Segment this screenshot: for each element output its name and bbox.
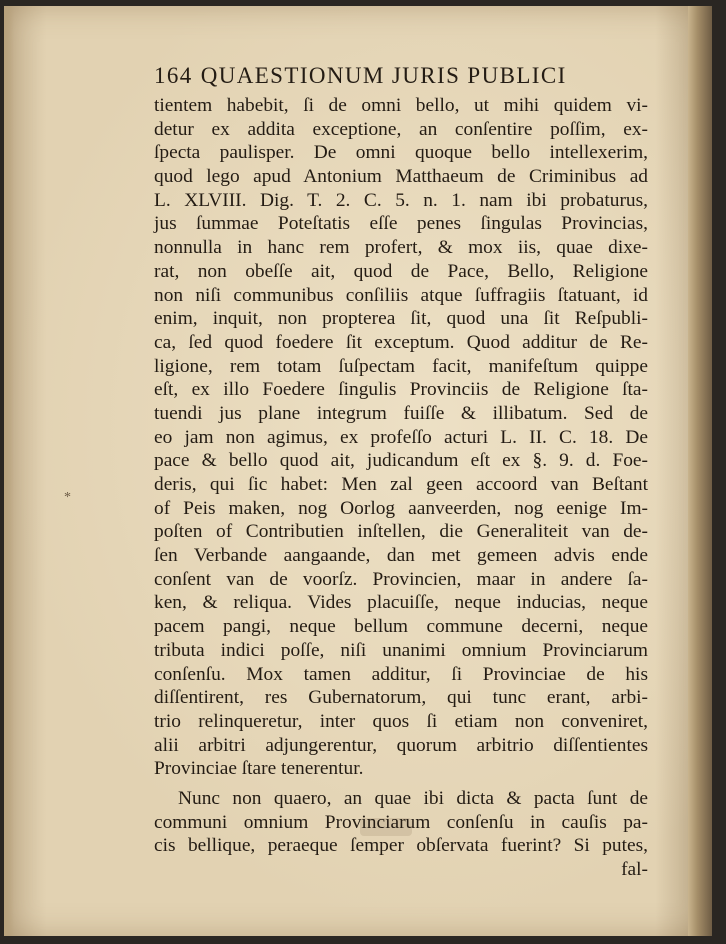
- text-line: enim, inquit, non propterea ſit, quod una ſit Reſpubli-: [154, 308, 648, 330]
- text-line: Provinciae ſtare tenerentur.: [154, 758, 364, 780]
- text-line: nonnulla in hanc rem profert, & mox iis, quae dixe-: [154, 237, 648, 259]
- text-line: tuendi jus plane integrum fuiſſe & illibatum. Sed de: [154, 402, 648, 424]
- text-line: rat, non obeſſe ait, quod de Pace, Bello, Religione: [154, 260, 648, 282]
- text-line: ca, ſed quod foedere ſit exceptum. Quod additur de Re-: [154, 331, 648, 353]
- text-line: non niſi communibus conſiliis atque ſuffragiis ſtatuant, id: [154, 284, 648, 306]
- text-line: quod lego apud Antonium Matthaeum de Criminibus ad: [154, 166, 648, 188]
- text-line: conſenſu. Mox tamen additur, ſi Provinciae de his: [154, 663, 648, 685]
- text-line: tributa indici poſſe, niſi unanimi omnium Provinciarum: [154, 639, 648, 661]
- text-line: deris, qui ſic habet: Men zal geen accoord van Beſtant: [154, 474, 648, 495]
- text-line: eo jam non agimus, ex profeſſo acturi L. II. C. 18. De: [154, 426, 648, 448]
- text-line: pace & bello quod ait, judicandum eſt ex §. 9. d. Foe-: [154, 450, 648, 472]
- text-line: eſt, ex illo Foedere ſingulis Provinciis de Religione ſta-: [154, 379, 648, 401]
- text-line: ligione, rem totam ſuſpectam facit, manifeſtum quippe: [154, 355, 648, 377]
- page-edge: [4, 6, 14, 936]
- text-line: diſſentirent, res Gubernatorum, qui tunc erant, arbi-: [154, 687, 648, 709]
- text-line: ken, & reliqua. Vides placuiſſe, neque inducias, neque: [154, 592, 648, 614]
- margin-mark: *: [64, 490, 71, 505]
- text-line: of Peis maken, nog Oorlog aanveerden, nog eenige Im-: [154, 497, 648, 519]
- text-line: ſen Verbande aangaande, dan met gemeen advis ende: [154, 545, 648, 567]
- text-line: conſent van de voorſz. Provincien, maar in andere ſa-: [154, 568, 648, 590]
- page-number: 164: [154, 63, 193, 88]
- text-line: jus ſummae Poteſtatis eſſe penes ſingulas Provincias,: [154, 213, 648, 235]
- running-head-title: QUAESTIONUM JURIS PUBLICI: [200, 63, 567, 88]
- text-block: [154, 60, 648, 882]
- text-line: poſten of Contributien inſtellen, die Generaliteit van de-: [154, 521, 648, 543]
- text-line: trio relinqueretur, inter quos ſi etiam non conveniret,: [154, 710, 648, 732]
- text-line: Nunc non quaero, an quae ibi dicta & pacta ſunt de: [178, 787, 648, 809]
- text-line: alii arbitri adjungerentur, quorum arbitrio diſſentientes: [154, 734, 648, 756]
- book-page: [4, 6, 712, 936]
- book-spine: [688, 6, 712, 936]
- text-line: pacem pangi, neque bellum commune decerni, neque: [154, 616, 648, 638]
- running-head: [154, 60, 648, 92]
- text-line: cis bellique, peraeque ſemper obſervata fuerint? Si putes,: [154, 835, 648, 857]
- text-line: L. XLVIII. Dig. T. 2. C. 5. n. 1. nam ibi probaturus,: [154, 189, 648, 211]
- catchword: fal-: [621, 859, 648, 880]
- text-line: detur ex addita exceptione, an conſentire poſſim, ex-: [154, 118, 648, 140]
- text-line: communi omnium Provinciarum conſenſu in cauſis pa-: [154, 811, 648, 833]
- text-line: ſpecta paulisper. De omni quoque bello intellexerim,: [154, 142, 648, 164]
- text-line: tientem habebit, ſi de omni bello, ut mihi quidem vi-: [154, 95, 648, 116]
